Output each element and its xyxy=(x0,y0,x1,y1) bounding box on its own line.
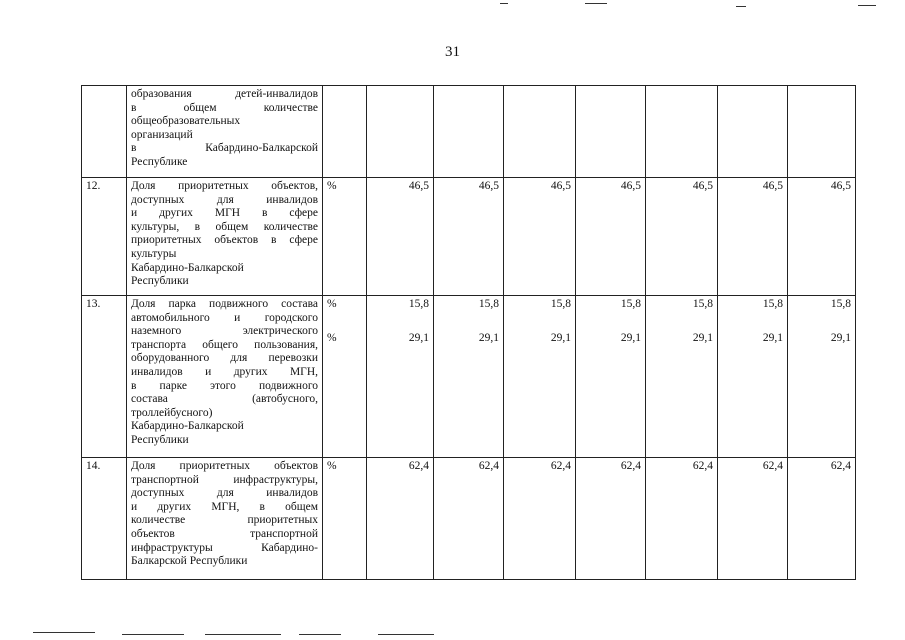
description-line: Доля приоритетных объектов xyxy=(131,460,318,472)
description-line: Республики xyxy=(131,275,189,288)
indicator-value: 62,4 xyxy=(408,460,429,472)
scan-artifact-line xyxy=(736,6,746,7)
indicator-value: 62,4 xyxy=(550,460,571,472)
row-number: 14. xyxy=(82,458,127,580)
row-number: 12. xyxy=(82,178,127,296)
indicator-value: 29,1 xyxy=(830,331,851,344)
description-line: оборудованного для перевозки xyxy=(131,352,318,365)
table-body xyxy=(82,86,856,580)
indicator-value: 15,8 xyxy=(478,298,499,310)
description-line: инфраструктуры Кабардино- xyxy=(131,541,318,554)
indicator-value: 29,1 xyxy=(478,331,499,344)
unit-label: % xyxy=(327,180,337,192)
value-cell xyxy=(576,178,646,296)
description-line: культуры xyxy=(131,247,177,260)
description-line: и других МГН в сфере xyxy=(131,207,318,220)
table-row xyxy=(82,86,856,178)
table-row xyxy=(82,178,856,296)
description-line: количестве приоритетных xyxy=(131,514,318,527)
indicator-value: 62,4 xyxy=(692,460,713,472)
value-cell xyxy=(504,178,576,296)
indicator-value: 15,8 xyxy=(408,298,429,310)
description-line: образования детей-инвалидов xyxy=(131,88,318,100)
unit-cell xyxy=(323,296,367,458)
indicator-value: 29,1 xyxy=(550,331,571,344)
unit-label: % xyxy=(327,298,337,310)
description-line: в парке этого подвижного xyxy=(131,379,318,392)
description-line: автомобильного и городского xyxy=(131,311,318,324)
scan-artifact-line xyxy=(500,3,508,4)
indicator-value: 15,8 xyxy=(620,298,641,310)
value-cell xyxy=(367,458,434,580)
indicator-value: 62,4 xyxy=(620,460,641,472)
indicator-description xyxy=(127,86,323,178)
value-cell xyxy=(788,178,856,296)
description-line: объектов транспортной xyxy=(131,527,318,540)
scan-artifact-line xyxy=(33,632,95,633)
indicator-value: 15,8 xyxy=(550,298,571,310)
description-line: культуры, в общем количестве xyxy=(131,220,318,233)
unit-cell xyxy=(323,178,367,296)
value-cell xyxy=(788,86,856,178)
value-cell xyxy=(367,178,434,296)
indicator-description xyxy=(127,296,323,458)
unit-cell xyxy=(323,458,367,580)
indicator-value: 29,1 xyxy=(692,331,713,344)
indicator-value: 29,1 xyxy=(408,331,429,344)
description-line: троллейбусного) xyxy=(131,406,213,419)
description-line: Кабардино-Балкарской xyxy=(131,420,244,433)
value-cell xyxy=(504,86,576,178)
value-cell xyxy=(646,296,718,458)
indicator-value: 46,5 xyxy=(762,180,783,192)
scan-artifact-line xyxy=(858,5,876,6)
description-line: инвалидов и других МГН, xyxy=(131,365,318,378)
row-number: 13. xyxy=(82,296,127,458)
indicator-value: 46,5 xyxy=(692,180,713,192)
description-line: общеобразовательных xyxy=(131,115,241,128)
indicator-value: 62,4 xyxy=(830,460,851,472)
description-line: Доля приоритетных объектов, xyxy=(131,180,318,192)
row-number xyxy=(82,86,127,178)
description-line: в Кабардино-Балкарской xyxy=(131,142,318,155)
description-line: наземного электрического xyxy=(131,325,318,338)
indicator-value: 15,8 xyxy=(692,298,713,310)
indicator-value: 29,1 xyxy=(762,331,783,344)
scan-artifact-line xyxy=(585,3,607,4)
value-cell xyxy=(504,296,576,458)
value-cell xyxy=(576,86,646,178)
value-cell xyxy=(367,296,434,458)
scan-artifact-line xyxy=(205,634,281,635)
indicator-value: 46,5 xyxy=(550,180,571,192)
description-line: Республики xyxy=(131,433,189,446)
scan-artifact-line xyxy=(378,634,434,635)
description-line: и других МГН, в общем xyxy=(131,500,318,513)
value-cell xyxy=(576,458,646,580)
description-line: в общем количестве xyxy=(131,101,318,114)
value-cell xyxy=(434,296,504,458)
description-line: транспортной инфраструктуры, xyxy=(131,473,318,486)
value-cell xyxy=(646,86,718,178)
indicator-value: 62,4 xyxy=(478,460,499,472)
value-cell xyxy=(788,296,856,458)
indicator-value: 46,5 xyxy=(620,180,641,192)
unit-label: % xyxy=(327,331,337,344)
value-cell xyxy=(576,296,646,458)
description-line: приоритетных объектов в сфере xyxy=(131,234,318,247)
indicator-description xyxy=(127,178,323,296)
description-line: доступных для инвалидов xyxy=(131,487,318,500)
indicator-value: 15,8 xyxy=(762,298,783,310)
table-row xyxy=(82,296,856,458)
description-line: организаций xyxy=(131,128,193,141)
value-cell xyxy=(646,178,718,296)
description-line: Республике xyxy=(131,155,188,168)
indicator-description xyxy=(127,458,323,580)
indicator-value: 46,5 xyxy=(478,180,499,192)
description-line: доступных для инвалидов xyxy=(131,193,318,206)
indicator-value: 46,5 xyxy=(408,180,429,192)
scan-artifact-line xyxy=(299,634,341,635)
scan-artifact-line xyxy=(122,634,184,635)
description-line: Балкарской Республики xyxy=(131,555,248,568)
indicator-value: 62,4 xyxy=(762,460,783,472)
indicator-value: 15,8 xyxy=(830,298,851,310)
value-cell xyxy=(434,86,504,178)
indicator-value: 29,1 xyxy=(620,331,641,344)
value-cell xyxy=(646,458,718,580)
unit-label: % xyxy=(327,460,337,472)
value-cell xyxy=(718,86,788,178)
indicators-table xyxy=(81,85,856,580)
value-cell xyxy=(788,458,856,580)
value-cell xyxy=(718,178,788,296)
value-cell xyxy=(367,86,434,178)
value-cell xyxy=(718,296,788,458)
description-line: транспорта общего пользования, xyxy=(131,338,318,351)
page-number: 31 xyxy=(445,44,460,60)
unit-cell xyxy=(323,86,367,178)
value-cell xyxy=(434,458,504,580)
description-line: состава (автобусного, xyxy=(131,393,318,406)
table-row xyxy=(82,458,856,580)
description-line: Доля парка подвижного состава xyxy=(131,298,318,310)
value-cell xyxy=(718,458,788,580)
indicator-value: 46,5 xyxy=(830,180,851,192)
value-cell xyxy=(434,178,504,296)
value-cell xyxy=(504,458,576,580)
description-line: Кабардино-Балкарской xyxy=(131,261,244,274)
